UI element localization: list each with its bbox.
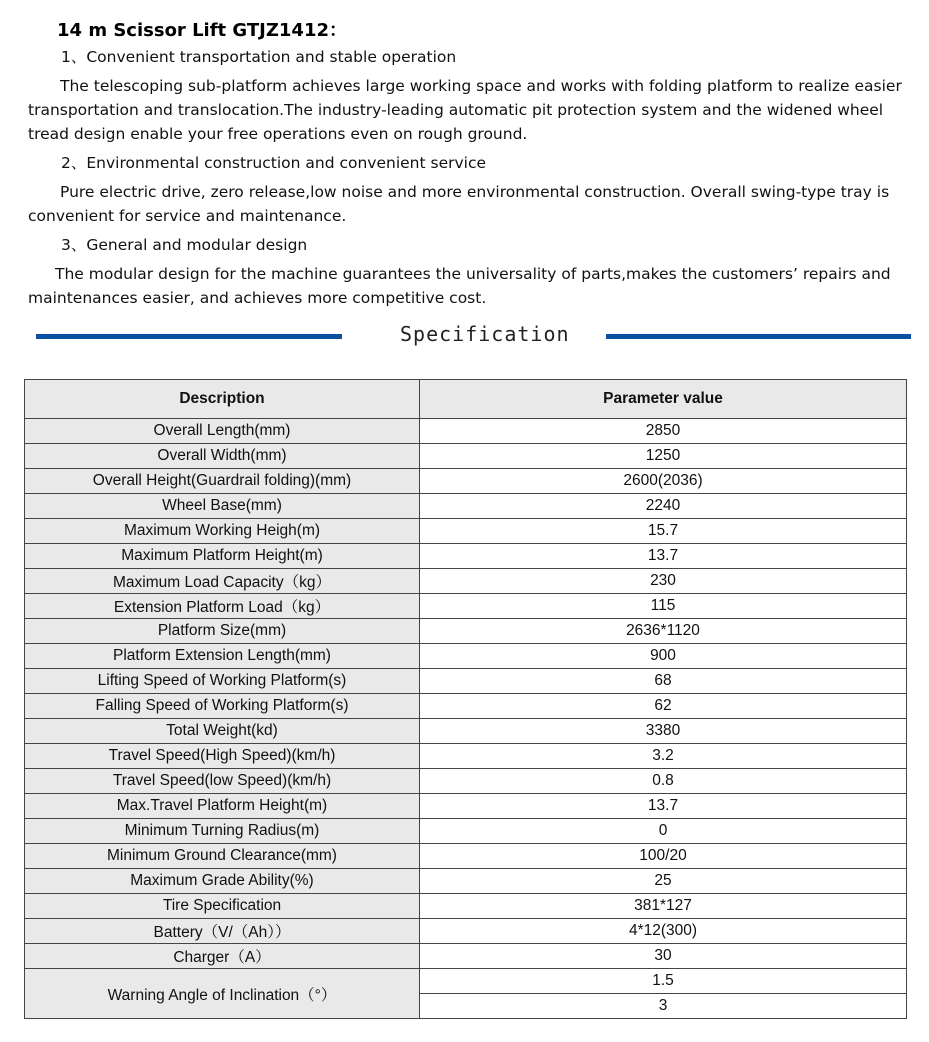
- row-parameter-value: 0.8: [420, 769, 907, 794]
- row-parameter-value: 2850: [420, 419, 907, 444]
- table-row: [25, 794, 907, 819]
- row-parameter-value: 3380: [420, 719, 907, 744]
- row-parameter-value: 0: [420, 819, 907, 844]
- specification-heading: Specification: [400, 322, 570, 346]
- column-header-parameter-value: Parameter value: [420, 380, 907, 419]
- table-row: [25, 769, 907, 794]
- row-parameter-value: 1.5: [420, 969, 907, 994]
- row-parameter-value: 230: [420, 569, 907, 594]
- row-parameter-value: 3.2: [420, 744, 907, 769]
- table-row: [25, 644, 907, 669]
- table-row: [25, 594, 907, 619]
- specification-divider-left: [36, 334, 342, 339]
- row-description: Extension Platform Load（kg）: [25, 594, 420, 619]
- table-row: [25, 544, 907, 569]
- row-description: Travel Speed(low Speed)(km/h): [25, 769, 420, 794]
- table-header-row: [25, 380, 907, 419]
- row-description: Maximum Working Heigh(m): [25, 519, 420, 544]
- row-description: Overall Width(mm): [25, 444, 420, 469]
- table-row: [25, 894, 907, 919]
- table-row: [25, 494, 907, 519]
- row-parameter-value: 381*127: [420, 894, 907, 919]
- section-2-body: Pure electric drive, zero release,low noise and more environmental construction. Overall swing-type tray is convenient for service and maintenance.: [28, 183, 890, 225]
- row-description: Lifting Speed of Working Platform(s): [25, 669, 420, 694]
- row-parameter-value: 13.7: [420, 794, 907, 819]
- specification-divider-right: [606, 334, 911, 339]
- row-parameter-value: 1250: [420, 444, 907, 469]
- table-row: [25, 844, 907, 869]
- row-description: Total Weight(kd): [25, 719, 420, 744]
- row-parameter-value: 30: [420, 944, 907, 969]
- section-1-body: The telescoping sub-platform achieves large working space and works with folding platform to realize easier transportation and translocation.The industry-leading automatic pit protection system and the widened wheel tread design enable your free operations even on rough ground.: [28, 77, 902, 143]
- table-row: [25, 444, 907, 469]
- row-parameter-value: 68: [420, 669, 907, 694]
- row-description: Travel Speed(High Speed)(km/h): [25, 744, 420, 769]
- table-row: [25, 669, 907, 694]
- row-parameter-value: 62: [420, 694, 907, 719]
- column-header-description: Description: [25, 380, 420, 419]
- row-description: Wheel Base(mm): [25, 494, 420, 519]
- table-row: [25, 469, 907, 494]
- row-description: Maximum Load Capacity（kg）: [25, 569, 420, 594]
- row-parameter-value: 900: [420, 644, 907, 669]
- table-row: [25, 694, 907, 719]
- row-parameter-value: 2600(2036): [420, 469, 907, 494]
- row-description: Platform Size(mm): [25, 619, 420, 644]
- row-parameter-value: 25: [420, 869, 907, 894]
- row-description: Tire Specification: [25, 894, 420, 919]
- row-description: Minimum Turning Radius(m): [25, 819, 420, 844]
- row-description: Minimum Ground Clearance(mm): [25, 844, 420, 869]
- section-2-heading: 2、Environmental construction and convenient service: [61, 154, 487, 172]
- row-parameter-value: 100/20: [420, 844, 907, 869]
- section-1-heading: 1、Convenient transportation and stable operation: [61, 48, 457, 66]
- row-parameter-value: 115: [420, 594, 907, 619]
- table-row: [25, 719, 907, 744]
- row-parameter-value: 15.7: [420, 519, 907, 544]
- row-parameter-value: 4*12(300): [420, 919, 907, 944]
- section-3-body: The modular design for the machine guarantees the universality of parts,makes the customers’ repairs and maintenances easier, and achieves more competitive cost.: [28, 265, 891, 307]
- specification-table: [24, 379, 907, 1019]
- table-row: [25, 519, 907, 544]
- table-row: [25, 569, 907, 594]
- table-row: [25, 969, 907, 994]
- row-description: Overall Height(Guardrail folding)(mm): [25, 469, 420, 494]
- table-row: [25, 944, 907, 969]
- row-description: Overall Length(mm): [25, 419, 420, 444]
- row-description: Charger（A）: [25, 944, 420, 969]
- table-row: [25, 619, 907, 644]
- specification-table-body: [25, 419, 907, 1019]
- row-description: Maximum Grade Ability(%): [25, 869, 420, 894]
- row-parameter-value: 3: [420, 994, 907, 1019]
- section-3-heading: 3、General and modular design: [61, 236, 308, 254]
- table-row: [25, 869, 907, 894]
- table-row: [25, 919, 907, 944]
- row-parameter-value: 2240: [420, 494, 907, 519]
- row-description: Falling Speed of Working Platform(s): [25, 694, 420, 719]
- row-parameter-value: 2636*1120: [420, 619, 907, 644]
- row-parameter-value: 13.7: [420, 544, 907, 569]
- row-description: Battery（V/（Ah））: [25, 919, 420, 944]
- row-description: Platform Extension Length(mm): [25, 644, 420, 669]
- table-row: [25, 744, 907, 769]
- row-description: Maximum Platform Height(m): [25, 544, 420, 569]
- row-description: Max.Travel Platform Height(m): [25, 794, 420, 819]
- row-description: Warning Angle of Inclination（°）: [25, 969, 420, 1019]
- table-row: [25, 419, 907, 444]
- table-row: [25, 819, 907, 844]
- page-title: 14 m Scissor Lift GTJZ1412：: [57, 20, 348, 41]
